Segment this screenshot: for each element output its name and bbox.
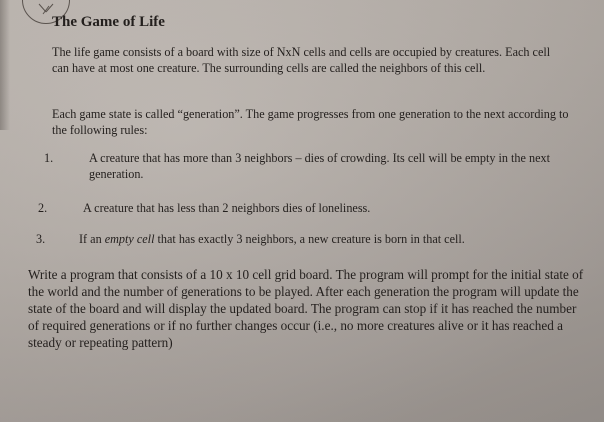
rule-number: 3.	[36, 232, 46, 246]
rule-text-emphasis: empty cell	[104, 232, 155, 246]
program-paragraph: Write a program that consists of a 10 x 10 cell grid board. The program will prompt for the initial state of the world and the number of generations to be played. After each generation the program will update the state of the board and will display the updated board. The program can stop if it has reached the number of required generations or if no further changes occur (i.e., no more creatures alive or it has reached a steady or repeating pattern)	[28, 267, 584, 350]
rule-number: 2.	[38, 201, 48, 215]
document-title: The Game of Life	[52, 14, 165, 30]
page-edge-shadow	[0, 0, 10, 130]
rule-number: 1.	[44, 151, 54, 165]
intro-paragraph: The life game consists of a board with size of NxN cells and cells are occupied by creatures. Each cell can have at most one creature. The surrounding cells are called the neighbors of this cell.	[52, 45, 551, 75]
rule-text-after: that has exactly 3 neighbors, a new creature is born in that cell.	[154, 232, 465, 246]
rule-text: A creature that has less than 2 neighbors dies of loneliness.	[83, 201, 371, 215]
rule-text-before: If an	[79, 232, 105, 246]
rule-text: A creature that has more than 3 neighbors – dies of crowding. Its cell will be empty in the next generation.	[89, 151, 550, 181]
rule-text	[79, 231, 549, 247]
generation-paragraph: Each game state is called “generation”. The game progresses from one generation to the next according to the following rules:	[52, 107, 569, 137]
